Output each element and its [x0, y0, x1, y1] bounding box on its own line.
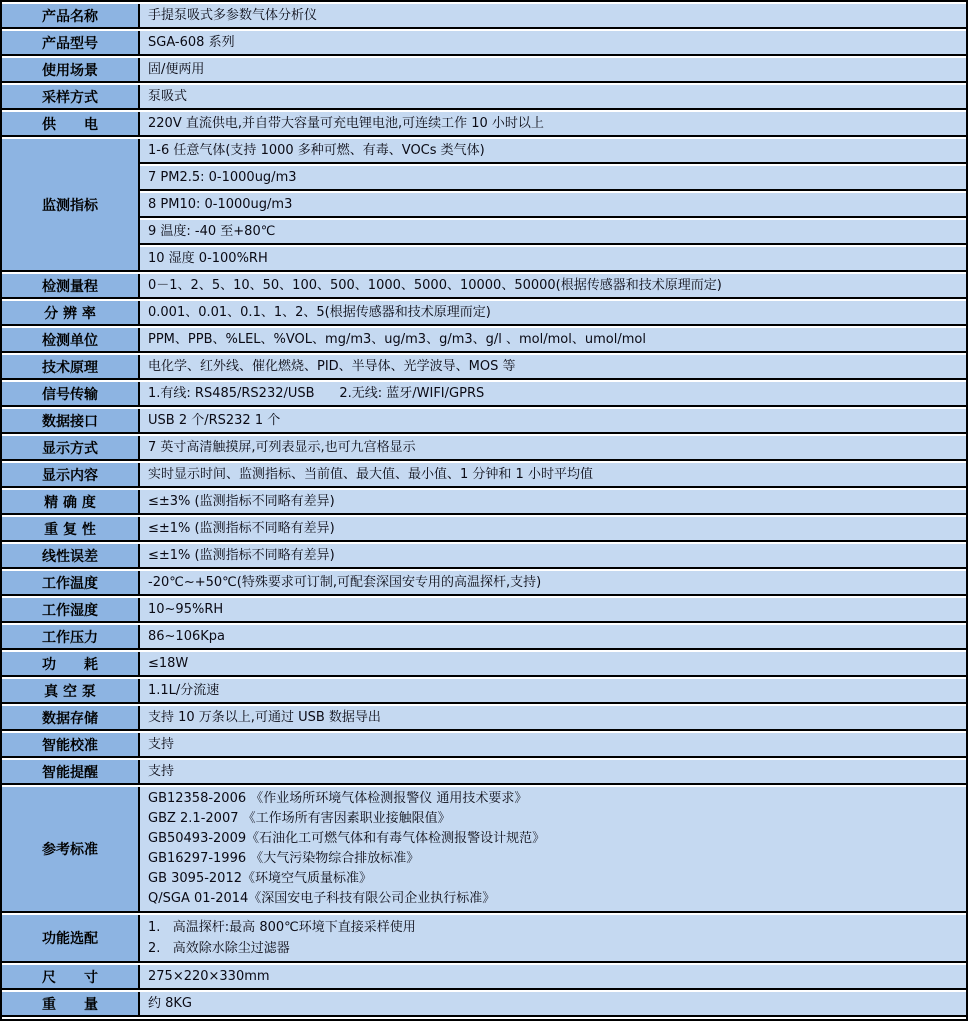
spec-value-accuracy: ≤±3% (监测指标不同略有差异): [140, 490, 966, 515]
spec-value-sampling-method: 泵吸式: [140, 85, 966, 110]
spec-value-signal-transmission: 1.有线: RS485/RS232/USB 2.无线: 蓝牙/WIFI/GPRS: [140, 382, 966, 407]
spec-label-power-consumption: 功 耗: [2, 652, 140, 677]
table-row: [2, 679, 966, 704]
spec-value-detection-unit: PPM、PPB、%LEL、%VOL、mg/m3、ug/m3、g/m3、g/l 、mol/mol、umol/mol: [140, 328, 966, 353]
spec-value-power-consumption: ≤18W: [140, 652, 966, 677]
spec-value-reference-standards: [140, 787, 966, 913]
list-item: GBZ 2.1-2007 《工作场所有害因素职业接触限值》: [148, 811, 451, 826]
spec-value-data-storage: 支持 10 万条以上,可通过 USB 数据导出: [140, 706, 966, 731]
table-row: [2, 490, 966, 515]
table-row: [2, 220, 966, 245]
table-row: [2, 517, 966, 542]
spec-label-dimensions: 尺 寸: [2, 965, 140, 990]
spec-value-monitor-item-3: 8 PM10: 0-1000ug/m3: [140, 193, 966, 218]
table-row: [2, 544, 966, 569]
spec-label-reference-standards: 参考标准: [2, 787, 140, 913]
table-row: [2, 760, 966, 785]
spec-label-data-storage: 数据存储: [2, 706, 140, 731]
table-row: [2, 247, 966, 272]
spec-value-monitor-item-4: 9 温度: -40 至+80℃: [140, 220, 966, 245]
spec-label-detection-range: 检测量程: [2, 274, 140, 299]
table-row: [2, 85, 966, 110]
list-item: 1. 高温探杆:最高 800℃环境下直接采样使用: [148, 920, 416, 935]
table-row: [2, 166, 966, 191]
spec-label-linearity-error: 线性误差: [2, 544, 140, 569]
spec-label-repeatability: 重 复 性: [2, 517, 140, 542]
spec-label-sampling-method: 采样方式: [2, 85, 140, 110]
spec-value-monitor-item-2: 7 PM2.5: 0-1000ug/m3: [140, 166, 966, 191]
spec-label-resolution: 分 辨 率: [2, 301, 140, 326]
table-row: [2, 992, 966, 1017]
table-row: [2, 382, 966, 407]
spec-value-power-supply: 220V 直流供电,并自带大容量可充电锂电池,可连续工作 10 小时以上: [140, 112, 966, 137]
list-item: GB50493-2009《石油化工可燃气体和有毒气体检测报警设计规范》: [148, 831, 546, 846]
spec-label-power-supply: 供 电: [2, 112, 140, 137]
spec-label-display-content: 显示内容: [2, 463, 140, 488]
table-row: [2, 625, 966, 650]
spec-label-detection-unit: 检测单位: [2, 328, 140, 353]
spec-value-working-pressure: 86~106Kpa: [140, 625, 966, 650]
spec-label-signal-transmission: 信号传输: [2, 382, 140, 407]
table-row: [2, 652, 966, 677]
table-row: [2, 915, 966, 963]
table-row: [2, 193, 966, 218]
spec-value-detection-range: 0－1、2、5、10、50、100、500、1000、5000、10000、50000(根据传感器和技术原理而定): [140, 274, 966, 299]
spec-label-data-interface: 数据接口: [2, 409, 140, 434]
spec-label-working-temperature: 工作温度: [2, 571, 140, 596]
spec-label-optional-functions: 功能选配: [2, 915, 140, 963]
spec-label-usage-scenario: 使用场景: [2, 58, 140, 83]
table-row: [2, 787, 966, 913]
spec-value-weight: 约 8KG: [140, 992, 966, 1017]
list-item: GB12358-2006 《作业场所环境气体检测报警仪 通用技术要求》: [148, 791, 528, 806]
spec-label-technical-principle: 技术原理: [2, 355, 140, 380]
spec-label-smart-calibration: 智能校准: [2, 733, 140, 758]
spec-value-product-name: 手提泵吸式多参数气体分析仪: [140, 4, 966, 29]
table-row: [2, 4, 966, 29]
spec-label-vacuum-pump: 真 空 泵: [2, 679, 140, 704]
table-row: [2, 571, 966, 596]
spec-value-smart-calibration: 支持: [140, 733, 966, 758]
spec-label-smart-reminder: 智能提醒: [2, 760, 140, 785]
spec-value-usage-scenario: 固/便两用: [140, 58, 966, 83]
spec-value-technical-principle: 电化学、红外线、催化燃烧、PID、半导体、光学波导、MOS 等: [140, 355, 966, 380]
table-row: [2, 58, 966, 83]
list-item: Q/SGA 01-2014《深国安电子科技有限公司企业执行标准》: [148, 891, 496, 906]
spec-value-product-model: SGA-608 系列: [140, 31, 966, 56]
spec-value-display-content: 实时显示时间、监测指标、当前值、最大值、最小值、1 分钟和 1 小时平均值: [140, 463, 966, 488]
spec-label-product-name: 产品名称: [2, 4, 140, 29]
table-row: [2, 409, 966, 434]
spec-value-display-mode: 7 英寸高清触摸屏,可列表显示,也可九宫格显示: [140, 436, 966, 461]
table-row: [2, 965, 966, 990]
spec-label-product-model: 产品型号: [2, 31, 140, 56]
table-row: [2, 328, 966, 353]
table-row: [2, 733, 966, 758]
spec-value-optional-functions: [140, 915, 966, 963]
spec-label-monitor-indicators: 监测指标: [2, 139, 140, 272]
spec-label-weight: 重 量: [2, 992, 140, 1017]
table-row: [2, 598, 966, 623]
spec-label-accuracy: 精 确 度: [2, 490, 140, 515]
table-row: [2, 355, 966, 380]
spec-value-monitor-item-1: 1-6 任意气体(支持 1000 多种可燃、有毒、VOCs 类气体): [140, 139, 966, 164]
table-row: [2, 139, 966, 164]
table-row: [2, 706, 966, 731]
list-item: 2. 高效除水除尘过滤器: [148, 941, 290, 956]
table-row: [2, 112, 966, 137]
spec-value-repeatability: ≤±1% (监测指标不同略有差异): [140, 517, 966, 542]
spec-value-monitor-item-5: 10 湿度 0-100%RH: [140, 247, 966, 272]
spec-value-vacuum-pump: 1.1L/分流速: [140, 679, 966, 704]
spec-value-working-temperature: -20℃~+50℃(特殊要求可订制,可配套深国安专用的高温探杆,支持): [140, 571, 966, 596]
list-item: GB 3095-2012《环境空气质量标准》: [148, 871, 372, 886]
spec-label-working-pressure: 工作压力: [2, 625, 140, 650]
table-row: [2, 31, 966, 56]
table-row: [2, 436, 966, 461]
spec-value-data-interface: USB 2 个/RS232 1 个: [140, 409, 966, 434]
spec-label-display-mode: 显示方式: [2, 436, 140, 461]
spec-value-dimensions: 275×220×330mm: [140, 965, 966, 990]
spec-value-linearity-error: ≤±1% (监测指标不同略有差异): [140, 544, 966, 569]
table-row: [2, 463, 966, 488]
table-row: [2, 274, 966, 299]
spec-label-working-humidity: 工作湿度: [2, 598, 140, 623]
spec-value-resolution: 0.001、0.01、0.1、1、2、5(根据传感器和技术原理而定): [140, 301, 966, 326]
spec-value-working-humidity: 10~95%RH: [140, 598, 966, 623]
spec-value-smart-reminder: 支持: [140, 760, 966, 785]
list-item: GB16297-1996 《大气污染物综合排放标准》: [148, 851, 420, 866]
table-row: [2, 301, 966, 326]
